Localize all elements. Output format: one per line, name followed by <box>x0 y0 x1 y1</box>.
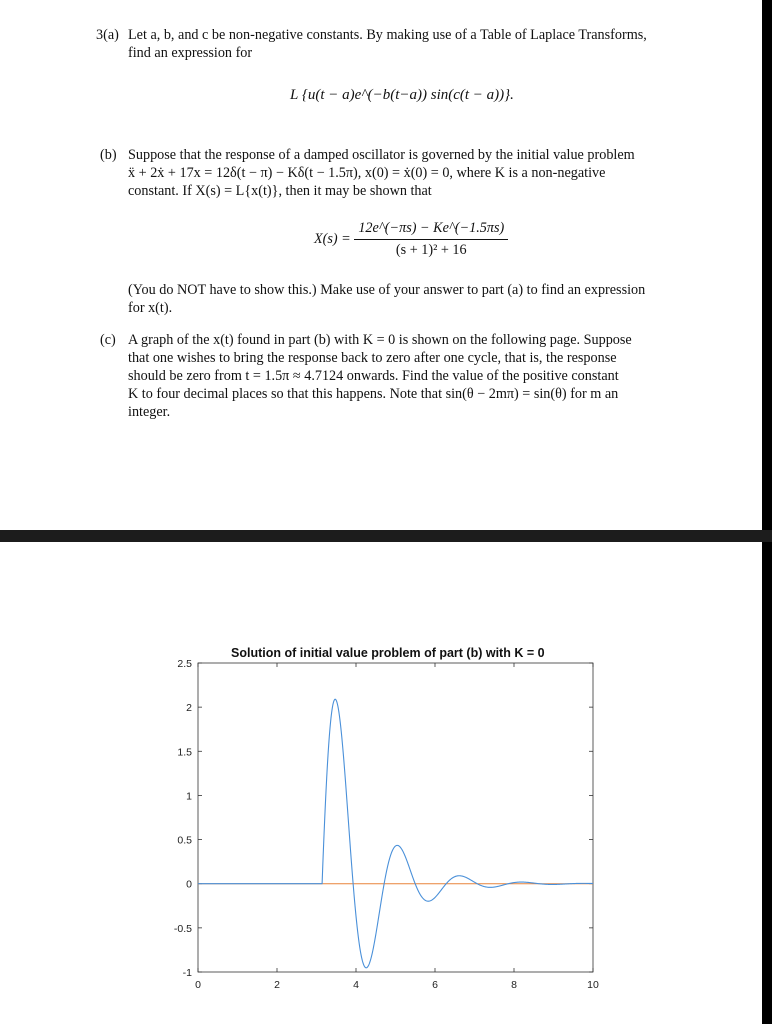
part-c-line4: K to four decimal places so that this happens. Note that sin(θ − 2mπ) = sin(θ) for m an <box>128 386 619 402</box>
part-b-note-line2: for x(t). <box>128 300 173 316</box>
transfer-equation <box>314 220 508 259</box>
laplace-expression: L {u(t − a)e^(−b(t−a)) sin(c(t − a))}. <box>290 87 514 103</box>
part-c-line3: should be zero from t = 1.5π ≈ 4.7124 onwards. Find the value of the positive constant <box>128 368 619 384</box>
y-tick-label: 1 <box>186 790 192 803</box>
part-b-note <box>100 281 700 321</box>
page-divider <box>0 530 772 542</box>
x-tick-label: 4 <box>353 979 359 991</box>
part-b-label: (b) <box>100 147 117 163</box>
part-c-line2: that one wishes to bring the response back to zero after one cycle, that is, the response <box>128 350 617 366</box>
document-page-2 <box>0 542 762 1024</box>
y-tick-label: -0.5 <box>173 922 192 935</box>
part-b-line2: ẍ + 2ẋ + 17x = 12δ(t − π) − Kδ(t − 1.5π), x(0) = ẋ(0) = 0, where K is a non-negative <box>128 165 606 181</box>
part-c-line1: A graph of the x(t) found in part (b) with K = 0 is shown on the following page. Suppose <box>128 332 632 348</box>
x-tick-label: 6 <box>432 979 438 991</box>
y-tick-label: -1 <box>182 967 192 979</box>
y-tick-label: 1.5 <box>177 746 192 759</box>
equation-numerator: 12e^(−πs) − Ke^(−1.5πs) <box>354 220 508 240</box>
equation-denominator: (s + 1)² + 16 <box>395 242 467 258</box>
y-tick-label: 0.5 <box>177 834 192 847</box>
part-b-line3: constant. If X(s) = L{x(t)}, then it may be shown that <box>128 183 432 199</box>
part-a-line1: Let a, b, and c be non-negative constants. By making use of a Table of Laplace Transforms, <box>128 27 647 43</box>
part-b-line1: Suppose that the response of a damped oscillator is governed by the initial value problem <box>128 147 635 163</box>
x-tick-label: 8 <box>511 979 517 991</box>
equation-lhs: X(s) = <box>314 231 351 247</box>
y-tick-label: 0 <box>186 878 192 891</box>
part-c-line5: integer. <box>128 404 171 420</box>
chart-title: Solution of initial value problem of part (b) with K = 0 <box>231 646 545 660</box>
part-a-line2: find an expression for <box>128 45 253 61</box>
x-tick-label: 2 <box>274 979 280 991</box>
x-tick-label: 10 <box>587 979 599 991</box>
part-a-label: 3(a) <box>96 27 119 43</box>
plot-frame <box>198 663 593 972</box>
question-part-c <box>100 331 700 426</box>
x-tick-label: 0 <box>195 979 201 991</box>
solution-chart <box>0 542 762 1024</box>
part-b-note-line1: (You do NOT have to show this.) Make use of your answer to part (a) to find an expression <box>128 282 646 298</box>
right-edge <box>762 0 772 1024</box>
question-part-a <box>96 26 696 66</box>
question-part-b <box>100 146 700 206</box>
y-tick-label: 2.5 <box>177 658 192 670</box>
part-c-label: (c) <box>100 332 116 348</box>
y-tick-label: 2 <box>186 702 192 715</box>
